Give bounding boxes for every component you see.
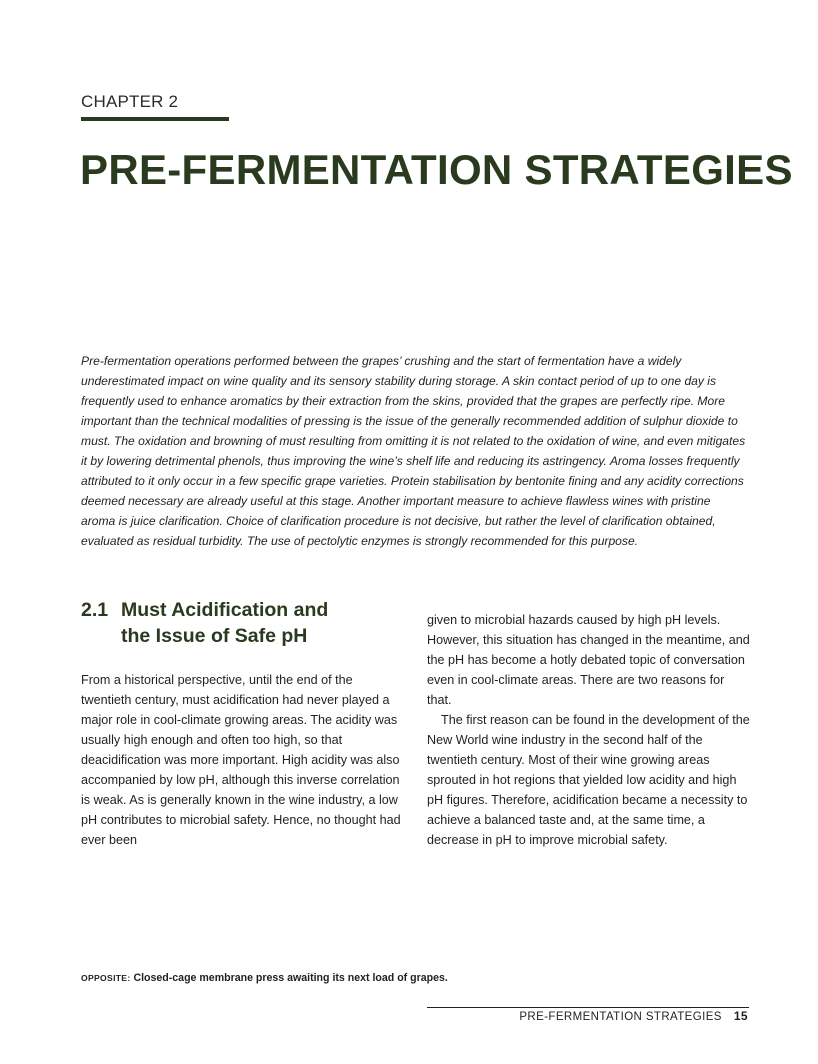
chapter-label: CHAPTER 2 [81,92,179,111]
footer-rule [427,1007,749,1008]
running-head: PRE-FERMENTATION STRATEGIES [519,1011,722,1023]
chapter-abstract: Pre-fermentation operations performed between the grapes’ crushing and the start of fermentation have a widely underestimated impact on wine quality and its sensory stability during storage. A skin contact period of up to one day is frequently used to enhance aromatics by their extraction from the skins, provided that the grapes are perfectly ripe. More important than the technical modalities of pressing is the issue of the generally recommended addition of sulphur dioxide to must. The oxidation and browning of must resulting from omitting it is not related to the oxidation of wine, and even mitigates it by lowering detrimental phenols, thus improving the wine’s shelf life and reducing its astringency. Aroma losses frequently attributed to it only occur in a few specific grape varieties. Protein stabilisation by bentonite fining and any acidity corrections deemed necessary are already useful at this stage. Another important measure to achieve flawless wines with pristine aroma is juice clarification. Choice of clarification procedure is not decisive, but rather the level of clarification obtained, evaluated as residual turbidity. The use of pectolytic enzymes is strongly recommended for this purpose. [81,354,746,548]
chapter-rule [81,117,229,121]
body-paragraph: The first reason can be found in the development of the New World wine industry in the second half of the twentieth century. Most of their wine growing areas sprouted in hot regions that yielded low acidity and high pH figures. Therefore, acidification became a necessity to achieve a balanced taste and, at the same time, a decrease in pH to improve microbial safety. [427,713,750,847]
page-footer [519,1009,748,1023]
body-column-right [427,610,752,850]
section-title-line2: the Issue of Safe pH [121,625,308,647]
caption-lead: OPPOSITE: [81,973,131,983]
body-column-left [81,670,406,850]
page-title: PRE-FERMENTATION STRATEGIES [80,146,793,193]
section-heading [81,597,401,649]
body-paragraph: given to microbial hazards caused by high pH levels. However, this situation has changed in the meantime, and the pH has become a hotly debated topic of conversation even in cool-climate areas. There are two reasons for that. [427,613,750,707]
section-number: 2.1 [81,599,109,621]
caption-text: Closed-cage membrane press awaiting its next load of grapes. [130,972,448,984]
section-title-line1: Must Acidification and [121,599,329,621]
figure-caption [81,972,448,984]
body-paragraph: From a historical perspective, until the end of the twentieth century, must acidification had never played a major role in cool-climate growing areas. The acidity was usually high enough and often too high, so that deacidification was more important. High acidity was also accompanied by low pH, although this inverse correlation is weak. As is generally known in the wine industry, a low pH contributes to microbial safety. Hence, no thought had ever been [81,673,401,847]
page-number: 15 [733,1009,748,1023]
